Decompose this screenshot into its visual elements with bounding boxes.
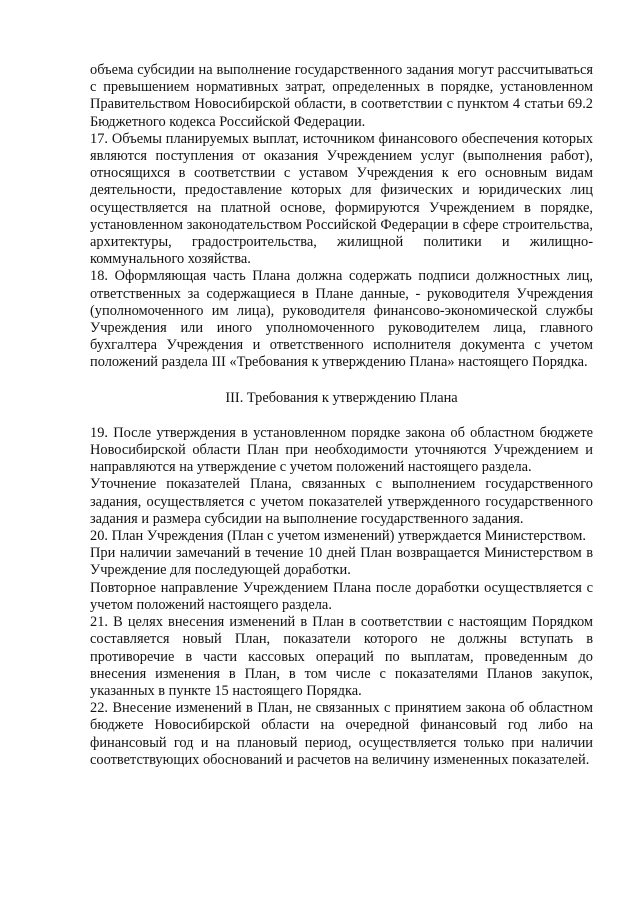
paragraph-21: 21. В целях внесения изменений в План в соответствии с настоящим Порядком составляется новый План, показатели которого не должны вступать в противоречие в части кассовых операций по выплатам, проведенным до внесения изменения в План, в том числе с показателями Планов закупок, указанных в пункте 15 настоящего Порядка.	[90, 614, 593, 699]
paragraph-20-resubmission: Повторное направление Учреждением Плана после доработки осуществляется с учетом положений настоящего раздела.	[90, 579, 593, 613]
paragraph-20: 20. План Учреждения (План с учетом изменений) утверждается Министерством.	[90, 528, 587, 545]
paragraph-22: 22. Внесение изменений в План, не связанных с принятием закона об областном бюджете Новосибирской области на очередной финансовый год либо на финансовый год и на плановый период, осуществляется только при наличии соответствующих обоснований и расчетов на величину измененных показателей.	[90, 700, 593, 768]
paragraph-18: 18. Оформляющая часть Плана должна содержать подписи должностных лиц, ответственных за содержащиеся в Плане данные, - руководителя Учреждения (уполномоченного им лица), руководителя финансово-экономической службы Учреждения или иного уполномоченного руководителем лица, главного бухгалтера Учреждения и ответственного исполнителя документа с учетом положений раздела III «Требования к утверждению Плана» настоящего Порядка.	[90, 268, 593, 371]
paragraph-17: 17. Объемы планируемых выплат, источником финансового обеспечения которых являются поступления от оказания Учреждением услуг (выполнения работ), относящихся в соответствии с уставом Учреждения к его основным видам деятельности, предоставление которых для физических и юридических лиц осуществляется на платной основе, формируются Учреждением в порядке, установленном законодательством Российской Федерации в сфере строительства, архитектуры, градостроительства, жилищной политики и жилищно-коммунального хозяйства.	[90, 130, 593, 268]
paragraph-19: 19. После утверждения в установленном порядке закона об областном бюджете Новосибирской области План при необходимости уточняются Учреждением и направляются на утверждение с учетом положений настоящего раздела.	[90, 424, 593, 476]
section-heading: III. Требования к утверждению Плана	[225, 389, 458, 406]
paragraph-19-clarification: Уточнение показателей Плана, связанных с выполнением государственного задания, осуществляется с учетом показателей утвержденного государственного задания и размера субсидии на выполнение государственного задания.	[90, 476, 593, 527]
paragraph-20-remarks: При наличии замечаний в течение 10 дней План возвращается Министерством в Учреждение для последующей доработки.	[90, 545, 593, 579]
document-body	[90, 62, 593, 769]
paragraph-16-continuation: объема субсидии на выполнение государственного задания могут рассчитываться с превышением нормативных затрат, определенных в порядке, установленном Правительством Новосибирской области, в соответствии с пунктом 4 статьи 69.2 Бюджетного кодекса Российской Федерации.	[90, 62, 593, 130]
